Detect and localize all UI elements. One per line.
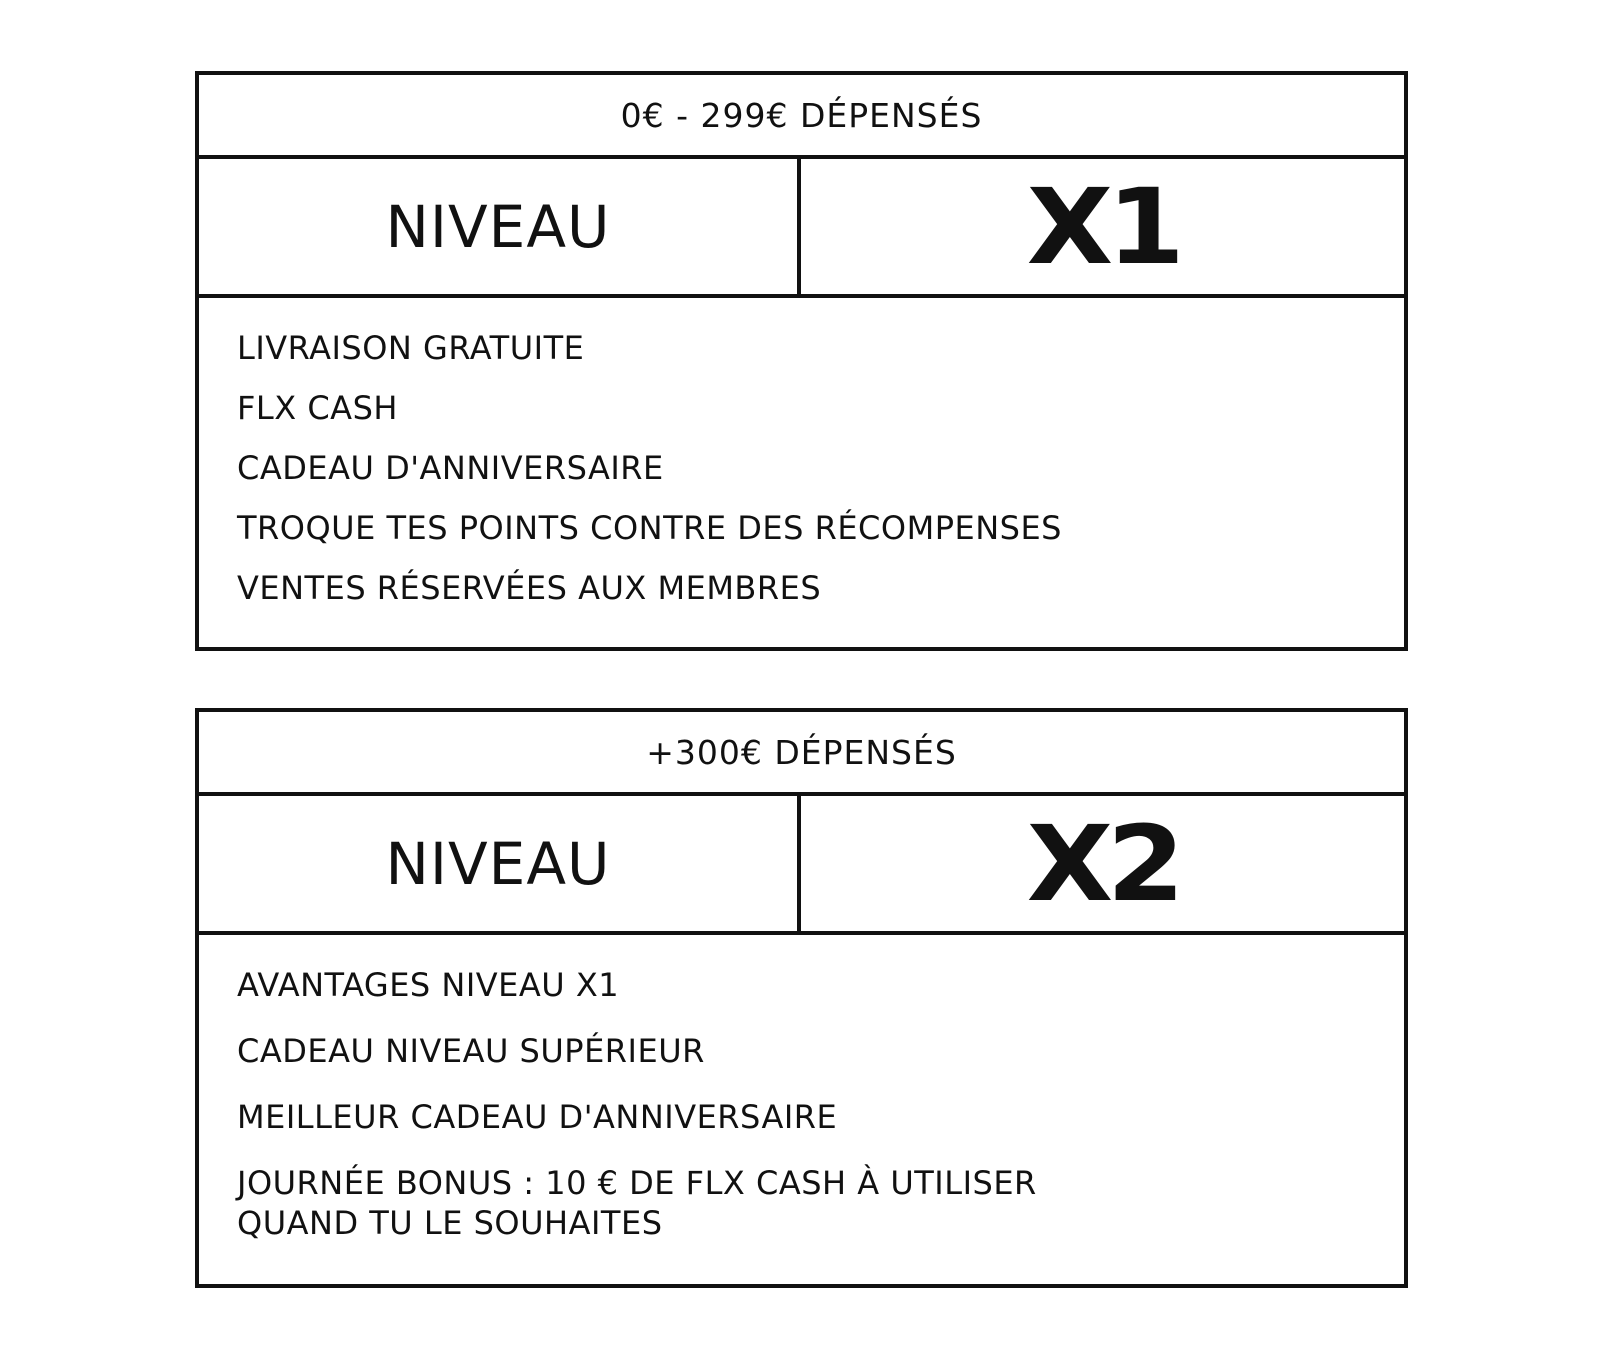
level-label: NIVEAU [199,796,801,931]
level-value: X1 [1026,165,1179,288]
level-row [199,796,1404,935]
tier-card-x2 [195,708,1408,1288]
benefit-item: TROQUE TES POINTS CONTRE DES RÉCOMPENSES [237,509,1062,547]
spend-range-header: 0€ - 299€ DÉPENSÉS [199,75,1404,159]
benefit-line: QUAND TU LE SOUHAITES [237,1204,663,1242]
benefit-item: CADEAU D'ANNIVERSAIRE [237,449,664,487]
spend-range-header: +300€ DÉPENSÉS [199,712,1404,796]
benefit-item-multiline [237,1163,1404,1243]
benefit-item: AVANTAGES NIVEAU X1 [237,966,620,1004]
benefit-item: MEILLEUR CADEAU D'ANNIVERSAIRE [237,1098,838,1136]
benefits-list [199,935,1404,1243]
benefit-item: CADEAU NIVEAU SUPÉRIEUR [237,1032,705,1070]
level-label: NIVEAU [199,159,801,294]
benefit-line: JOURNÉE BONUS : 10 € DE FLX CASH À UTILISER [237,1164,1037,1202]
level-value: X2 [1026,802,1179,925]
benefit-item: FLX CASH [237,389,398,427]
benefit-item: VENTES RÉSERVÉES AUX MEMBRES [237,569,822,607]
benefits-list [199,298,1404,608]
benefit-item: LIVRAISON GRATUITE [237,329,585,367]
tier-card-x1 [195,71,1408,651]
level-row [199,159,1404,298]
